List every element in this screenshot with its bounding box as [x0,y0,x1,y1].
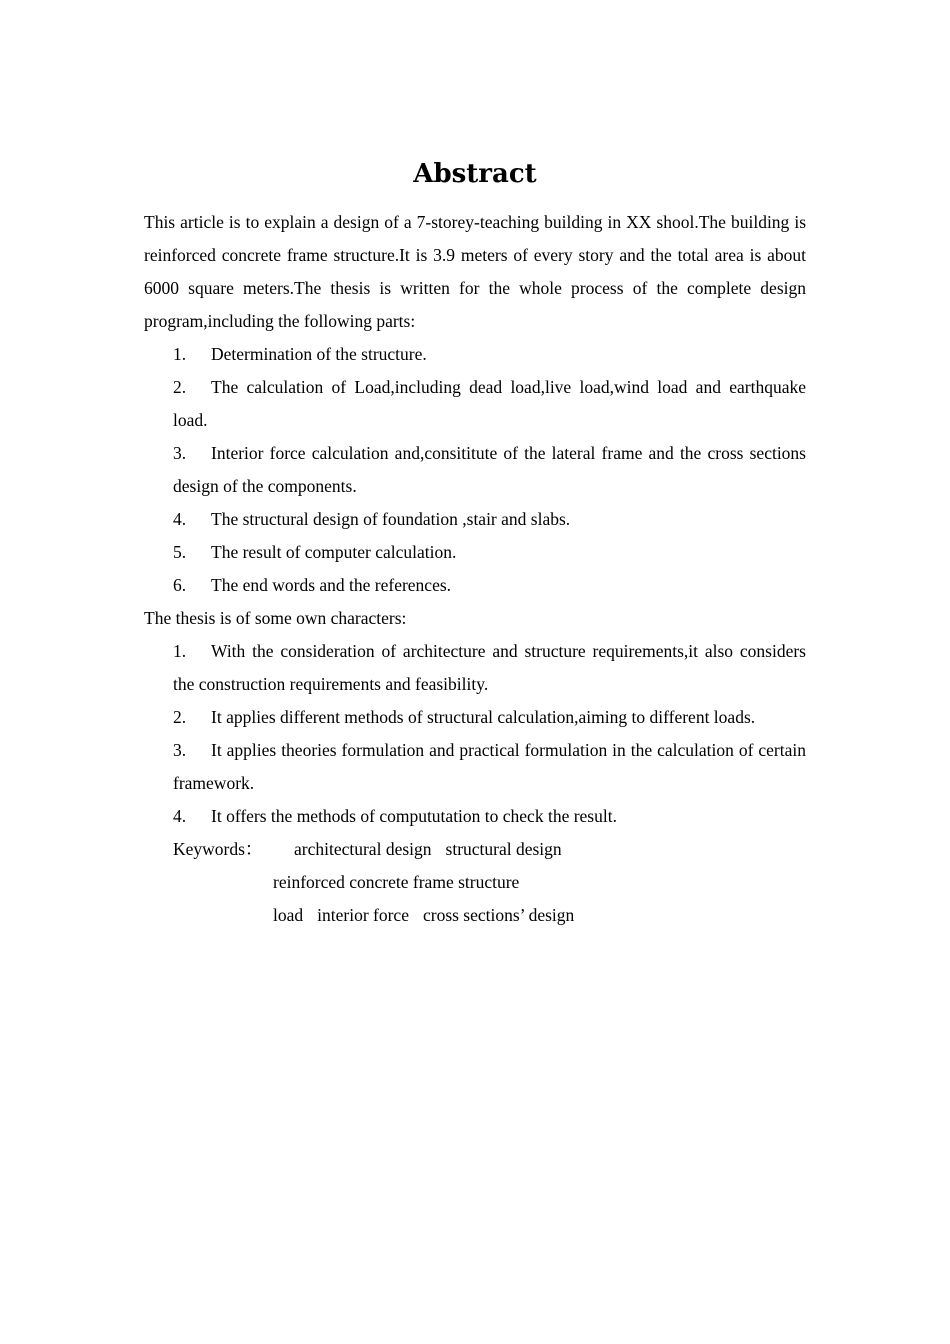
list-number: 4. [173,806,187,826]
keyword: structural design [445,839,562,859]
list-item [173,437,806,503]
keywords-line [173,833,806,866]
list-text: It applies different methods of structural calculation,aiming to different loads. [211,707,756,727]
characters-heading: The thesis is of some own characters: [144,608,407,628]
keyword: load [273,905,304,925]
list-number: 4. [173,509,187,529]
list-number: 2. [173,707,187,727]
list-item [173,536,806,569]
keyword: interior force [317,905,409,925]
keywords-line [273,899,806,932]
keywords-label: Keywords： [173,839,263,859]
list-text: It offers the methods of compututation to check the result. [211,806,617,826]
list-number: 1. [173,641,187,661]
list-text: The end words and the references. [211,575,452,595]
list-item [173,371,806,437]
keywords-line [273,866,806,899]
list-item [173,734,806,800]
list-item [173,800,806,833]
characters-list [144,635,806,833]
list-number: 3. [173,740,187,760]
list-number: 1. [173,344,187,364]
list-text: With the consideration of architecture and structure requirements,it also considers the construction requirements and feasibility. [173,641,806,694]
list-item [173,701,806,734]
list-item [173,503,806,536]
list-text: The structural design of foundation ,stair and slabs. [211,509,571,529]
keywords-block [173,833,806,932]
keyword: cross sections’ design [422,905,575,925]
parts-list [144,338,806,602]
list-text: The result of computer calculation. [211,542,457,562]
list-text: The calculation of Load,including dead load,live load,wind load and earthquake load. [173,377,806,430]
list-number: 2. [173,377,187,397]
abstract-title: Abstract [413,159,537,189]
keyword: architectural design [294,839,432,859]
list-number: 5. [173,542,187,562]
list-text: Interior force calculation and,consititute of the lateral frame and the cross sections design of the components. [173,443,806,496]
intro-paragraph: This article is to explain a design of a 7-storey-teaching building in XX shool.The building is reinforced concrete frame structure.It is 3.9 meters of every story and the total area is about 6000 square meters.The thesis is written for the whole process of the complete design program,including the following parts: [144,212,806,331]
list-item [173,338,806,371]
list-item [173,635,806,701]
list-number: 6. [173,575,187,595]
list-text: It applies theories formulation and practical formulation in the calculation of certain framework. [173,740,806,793]
abstract-body [144,206,806,932]
keyword: reinforced concrete frame structure [273,872,520,892]
list-text: Determination of the structure. [211,344,427,364]
list-number: 3. [173,443,187,463]
list-item [173,569,806,602]
